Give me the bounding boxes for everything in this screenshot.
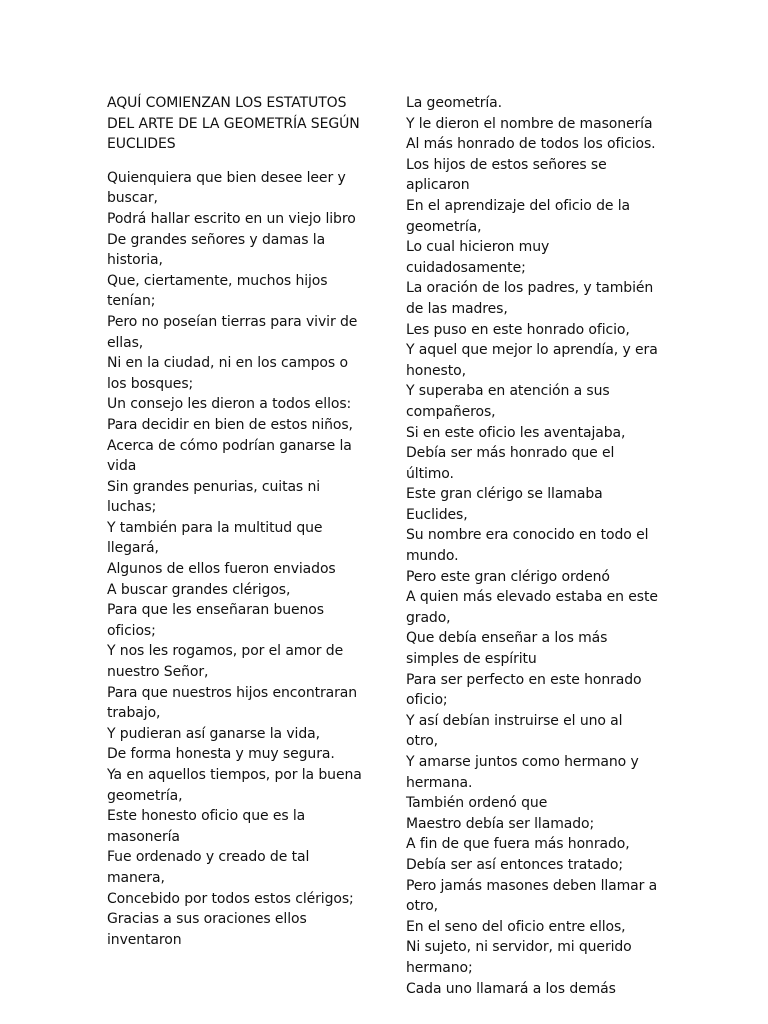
- verse-line: Fue ordenado y creado de tal manera,: [107, 849, 310, 886]
- verse-line: Ya en aquellos tiempos, por la buena geometría,: [107, 767, 362, 804]
- verse-line: Y aquel que mejor lo aprendía, y era honesto,: [406, 342, 658, 379]
- verse-line: Gracias a sus oraciones ellos inventaron: [107, 911, 307, 948]
- verse-line: Los hijos de estos señores se aplicaron: [406, 156, 607, 194]
- verse-line: Cada uno llamará a los demás: [406, 980, 616, 997]
- verse-line: Si en este oficio les aventajaba,: [406, 424, 626, 441]
- left-column: [107, 93, 369, 950]
- verse-line: Lo cual hicieron muy cuidadosamente;: [406, 239, 550, 276]
- verse-line: En el aprendizaje del oficio de la geometría,: [406, 197, 631, 235]
- verse-line: Debía ser más honrado que el último.: [406, 445, 615, 482]
- verse-line: Quienquiera que bien desee leer y buscar,: [107, 169, 346, 207]
- verse-line: Su nombre era conocido en todo el mundo.: [406, 527, 649, 565]
- verse-line: Pero este gran clérigo ordenó: [406, 568, 610, 585]
- verse-line: A quien más elevado estaba en este grado,: [406, 589, 658, 626]
- verse-line: Para decidir en bien de estos niños,: [107, 416, 353, 433]
- verse-line: Debía ser así entonces tratado;: [406, 856, 623, 873]
- verse-line: Y también para la multitud que llegará,: [107, 519, 323, 557]
- verse-line: Algunos de ellos fueron enviados: [107, 561, 336, 578]
- document-title: AQUÍ COMIENZAN LOS ESTATUTOS DEL ARTE DE LA GEOMETRÍA SEGÚN EUCLIDES: [107, 95, 360, 153]
- verse-line: Al más honrado de todos los oficios.: [406, 136, 656, 153]
- verse-line: De forma honesta y muy segura.: [107, 746, 335, 763]
- verse-line: La geometría.: [406, 95, 503, 111]
- verse-line: Concebido por todos estos clérigos;: [107, 890, 354, 907]
- verse-line: Pero jamás masones deben llamar a otro,: [406, 877, 658, 915]
- verse-line: Acerca de cómo podrían ganarse la vida: [107, 437, 352, 475]
- verse-line: Y pudieran así ganarse la vida,: [107, 725, 320, 742]
- verse-line: La oración de los padres, y también de las madres,: [406, 280, 654, 317]
- verse-line: Y nos les rogamos, por el amor de nuestro Señor,: [107, 643, 344, 681]
- verse-line: Maestro debía ser llamado;: [406, 815, 595, 832]
- verse-line: Y así debían instruirse el uno al otro,: [406, 712, 623, 750]
- verse-line: Y le dieron el nombre de masonería: [406, 115, 653, 132]
- verse-line: Este gran clérigo se llamaba Euclides,: [406, 486, 603, 523]
- verse-line: Este honesto oficio que es la masonería: [107, 808, 306, 845]
- verse-line: Para que nuestros hijos encontraran trabajo,: [107, 684, 358, 722]
- verse-line: Para ser perfecto en este honrado oficio;: [406, 671, 642, 709]
- verse-line: Les puso en este honrado oficio,: [406, 321, 630, 338]
- verse-line: Que debía enseñar a los más simples de espíritu: [406, 630, 608, 668]
- verse-line: Que, ciertamente, muchos hijos tenían;: [107, 272, 328, 310]
- verse-line: Para que les enseñaran buenos oficios;: [107, 602, 324, 639]
- verse-line: Ni en la ciudad, ni en los campos o los bosques;: [107, 355, 348, 392]
- verse-line: Sin grandes penurias, cuitas ni luchas;: [107, 478, 321, 516]
- right-column: [406, 93, 658, 999]
- verse-line: Un consejo les dieron a todos ellos:: [107, 396, 352, 413]
- verse-line: En el seno del oficio entre ellos,: [406, 918, 626, 935]
- verse-line: Pero no poseían tierras para vivir de ellas,: [107, 313, 358, 351]
- verse-line: Y amarse juntos como hermano y hermana.: [406, 754, 639, 791]
- verse-line: También ordenó que: [406, 795, 548, 812]
- verse-line: A fin de que fuera más honrado,: [406, 836, 630, 853]
- verse-line: Ni sujeto, ni servidor, mi querido hermano;: [406, 939, 632, 976]
- verse-line: A buscar grandes clérigos,: [107, 581, 291, 598]
- right-verse-block: [406, 93, 658, 999]
- verse-line: De grandes señores y damas la historia,: [107, 231, 326, 269]
- left-verse-block: [107, 168, 369, 951]
- verse-line: Y superaba en atención a sus compañeros,: [406, 383, 610, 420]
- verse-line: Podrá hallar escrito en un viejo libro: [107, 210, 356, 227]
